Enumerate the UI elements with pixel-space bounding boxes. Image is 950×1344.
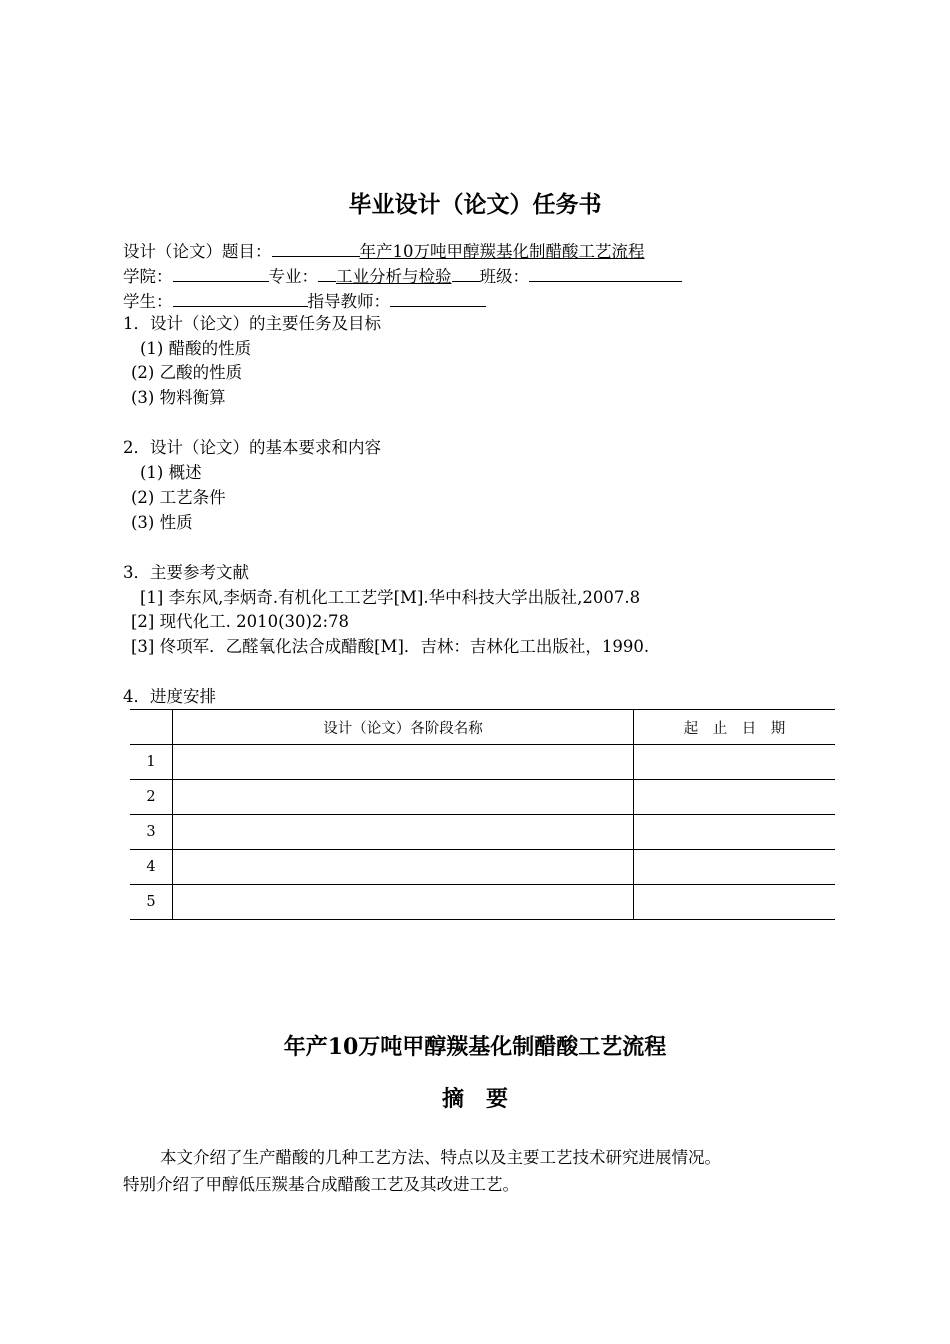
abstract-line-2: 特别介绍了甲醇低压羰基合成醋酸工艺及其改进工艺。 xyxy=(123,1175,519,1194)
stage-cell xyxy=(173,815,634,850)
date-cell xyxy=(634,885,836,920)
schedule-header-stage: 设计（论文）各阶段名称 xyxy=(173,710,634,745)
row-number: 2 xyxy=(130,780,173,815)
table-row xyxy=(130,885,835,920)
section-2-heading: 2．设计（论文）的基本要求和内容 xyxy=(123,438,381,457)
stage-cell xyxy=(173,780,634,815)
section-1-heading: 1．设计（论文）的主要任务及目标 xyxy=(123,314,381,333)
major-underline-tail xyxy=(452,263,480,282)
student-line xyxy=(123,288,486,313)
major-value: 工业分析与检验 xyxy=(336,267,452,286)
section-2-item: (2) 工艺条件 xyxy=(131,488,226,507)
section-1-item: (1) 醋酸的性质 xyxy=(140,339,252,358)
row-number: 4 xyxy=(130,850,173,885)
table-row xyxy=(130,780,835,815)
major-underline-lead xyxy=(318,263,336,282)
reference-item: [3] 佟项军．乙醛氧化法合成醋酸[M]．吉林：吉林化工出版社，1990. xyxy=(131,637,650,656)
topic-value: 年产10万吨甲醇羰基化制醋酸工艺流程 xyxy=(359,242,645,261)
section-2-item: (3) 性质 xyxy=(131,513,193,532)
row-number: 5 xyxy=(130,885,173,920)
college-line xyxy=(123,263,682,288)
table-row xyxy=(130,745,835,780)
abstract-heading: 摘 要 xyxy=(441,1086,508,1112)
college-label: 学院： xyxy=(123,267,173,286)
row-number: 1 xyxy=(130,745,173,780)
student-blank xyxy=(173,288,308,307)
schedule-header-date: 起 止 日 期 xyxy=(634,710,836,745)
advisor-blank xyxy=(390,288,486,307)
date-cell xyxy=(634,780,836,815)
date-cell xyxy=(634,745,836,780)
table-row xyxy=(130,850,835,885)
section-1-item: (3) 物料衡算 xyxy=(131,388,226,407)
task-book-title: 毕业设计（论文）任务书 xyxy=(348,191,602,218)
section-1-item: (2) 乙酸的性质 xyxy=(131,363,243,382)
college-blank xyxy=(173,263,269,282)
advisor-label: 指导教师： xyxy=(307,292,390,311)
schedule-heading: 4．进度安排 xyxy=(123,687,216,706)
section-2-item: (1) 概述 xyxy=(140,463,202,482)
abstract-line-1: 本文介绍了生产醋酸的几种工艺方法、特点以及主要工艺技术研究进展情况。 xyxy=(160,1148,721,1167)
stage-cell xyxy=(173,850,634,885)
stage-cell xyxy=(173,745,634,780)
row-number: 3 xyxy=(130,815,173,850)
topic-label: 设计（论文）题目： xyxy=(123,242,272,261)
topic-line xyxy=(123,238,645,263)
section-3-heading: 3．主要参考文献 xyxy=(123,563,249,582)
topic-underline xyxy=(272,238,360,257)
schedule-header-index xyxy=(130,710,173,745)
date-cell xyxy=(634,815,836,850)
table-row xyxy=(130,815,835,850)
class-label: 班级： xyxy=(479,267,529,286)
date-cell xyxy=(634,850,836,885)
schedule-table xyxy=(130,709,835,920)
reference-item: [1] 李东风,李炳奇.有机化工工艺学[M].华中科技大学出版社,2007.8 xyxy=(140,588,641,607)
stage-cell xyxy=(173,885,634,920)
schedule-header-row xyxy=(130,710,835,745)
class-blank xyxy=(529,263,682,282)
major-label: 专业： xyxy=(268,267,318,286)
paper-title: 年产10万吨甲醇羰基化制醋酸工艺流程 xyxy=(283,1034,667,1060)
student-label: 学生： xyxy=(123,292,173,311)
reference-item: [2] 现代化工. 2010(30)2:78 xyxy=(131,612,350,631)
